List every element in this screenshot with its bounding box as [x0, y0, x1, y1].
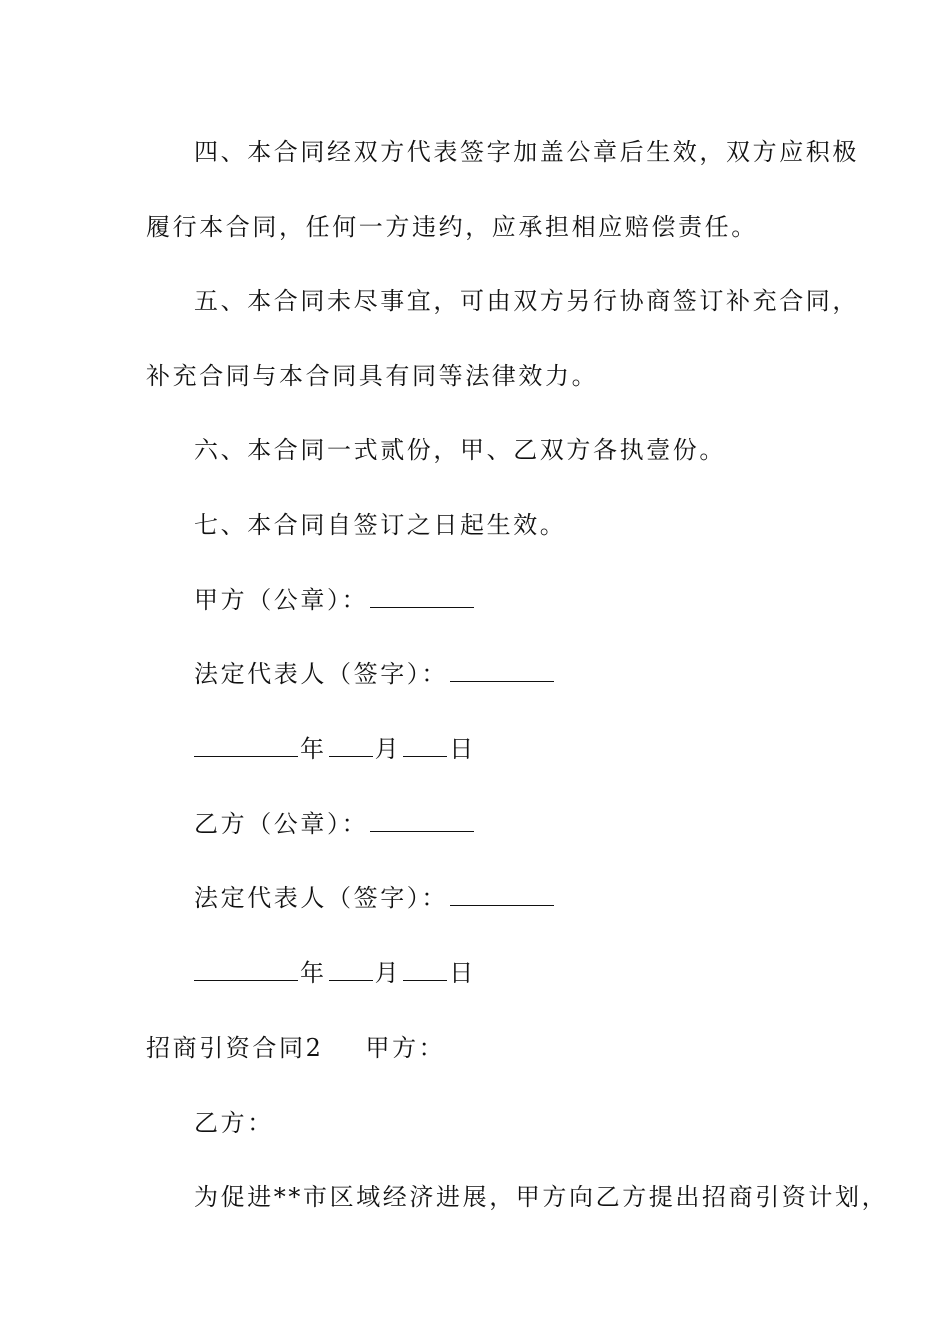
- party-a-seal-line: [194, 584, 476, 616]
- party-b-rep-line: [194, 882, 556, 914]
- party-a-month-blank: [329, 734, 373, 757]
- contract2-title: 招商引资合同2: [146, 1034, 324, 1062]
- party-a-seal-blank: [370, 585, 474, 608]
- party-a-month-label: 月: [374, 735, 402, 763]
- party-a-year-blank: [194, 734, 298, 757]
- clause-4-line-2: 履行本合同，任何一方违约，应承担相应赔偿责任。: [146, 213, 758, 241]
- party-b-month-label: 月: [374, 959, 402, 987]
- clause-7: 七、本合同自签订之日起生效。: [194, 511, 567, 539]
- party-b-year-label: 年: [300, 959, 327, 987]
- party-a-date-line: [194, 733, 476, 765]
- contract2-party-a-label: 甲方：: [365, 1034, 446, 1062]
- party-b-seal-line: [194, 808, 476, 840]
- party-a-day-blank: [403, 734, 447, 757]
- party-a-year-label: 年: [300, 735, 327, 763]
- party-b-rep-label: 法定代表人（签字）：: [194, 884, 448, 912]
- party-a-rep-line: [194, 658, 556, 690]
- clause-5-line-1: 五、本合同未尽事宜，可由双方另行协商签订补充合同，: [194, 287, 859, 315]
- party-b-year-blank: [194, 958, 298, 981]
- party-b-seal-label: 乙方（公章）：: [194, 810, 369, 838]
- contract2-heading-line: [146, 1032, 445, 1064]
- party-a-rep-blank: [450, 659, 554, 682]
- party-b-day-label: 日: [449, 959, 476, 987]
- party-b-rep-blank: [450, 883, 554, 906]
- clause-6: 六、本合同一式贰份，甲、乙双方各执壹份。: [194, 436, 726, 464]
- contract2-intro: 为促进**市区域经济进展，甲方向乙方提出招商引资计划，: [194, 1183, 889, 1211]
- party-b-seal-blank: [370, 809, 474, 832]
- party-b-day-blank: [403, 958, 447, 981]
- clause-5-line-2: 补充合同与本合同具有同等法律效力。: [146, 362, 599, 390]
- party-a-day-label: 日: [449, 735, 476, 763]
- contract2-party-b-label: 乙方：: [194, 1109, 274, 1137]
- party-a-seal-label: 甲方（公章）：: [194, 586, 369, 614]
- party-b-month-blank: [329, 958, 373, 981]
- party-a-rep-label: 法定代表人（签字）：: [194, 660, 448, 688]
- clause-4-line-1: 四、本合同经双方代表签字加盖公章后生效，双方应积极: [194, 138, 859, 166]
- party-b-date-line: [194, 957, 476, 989]
